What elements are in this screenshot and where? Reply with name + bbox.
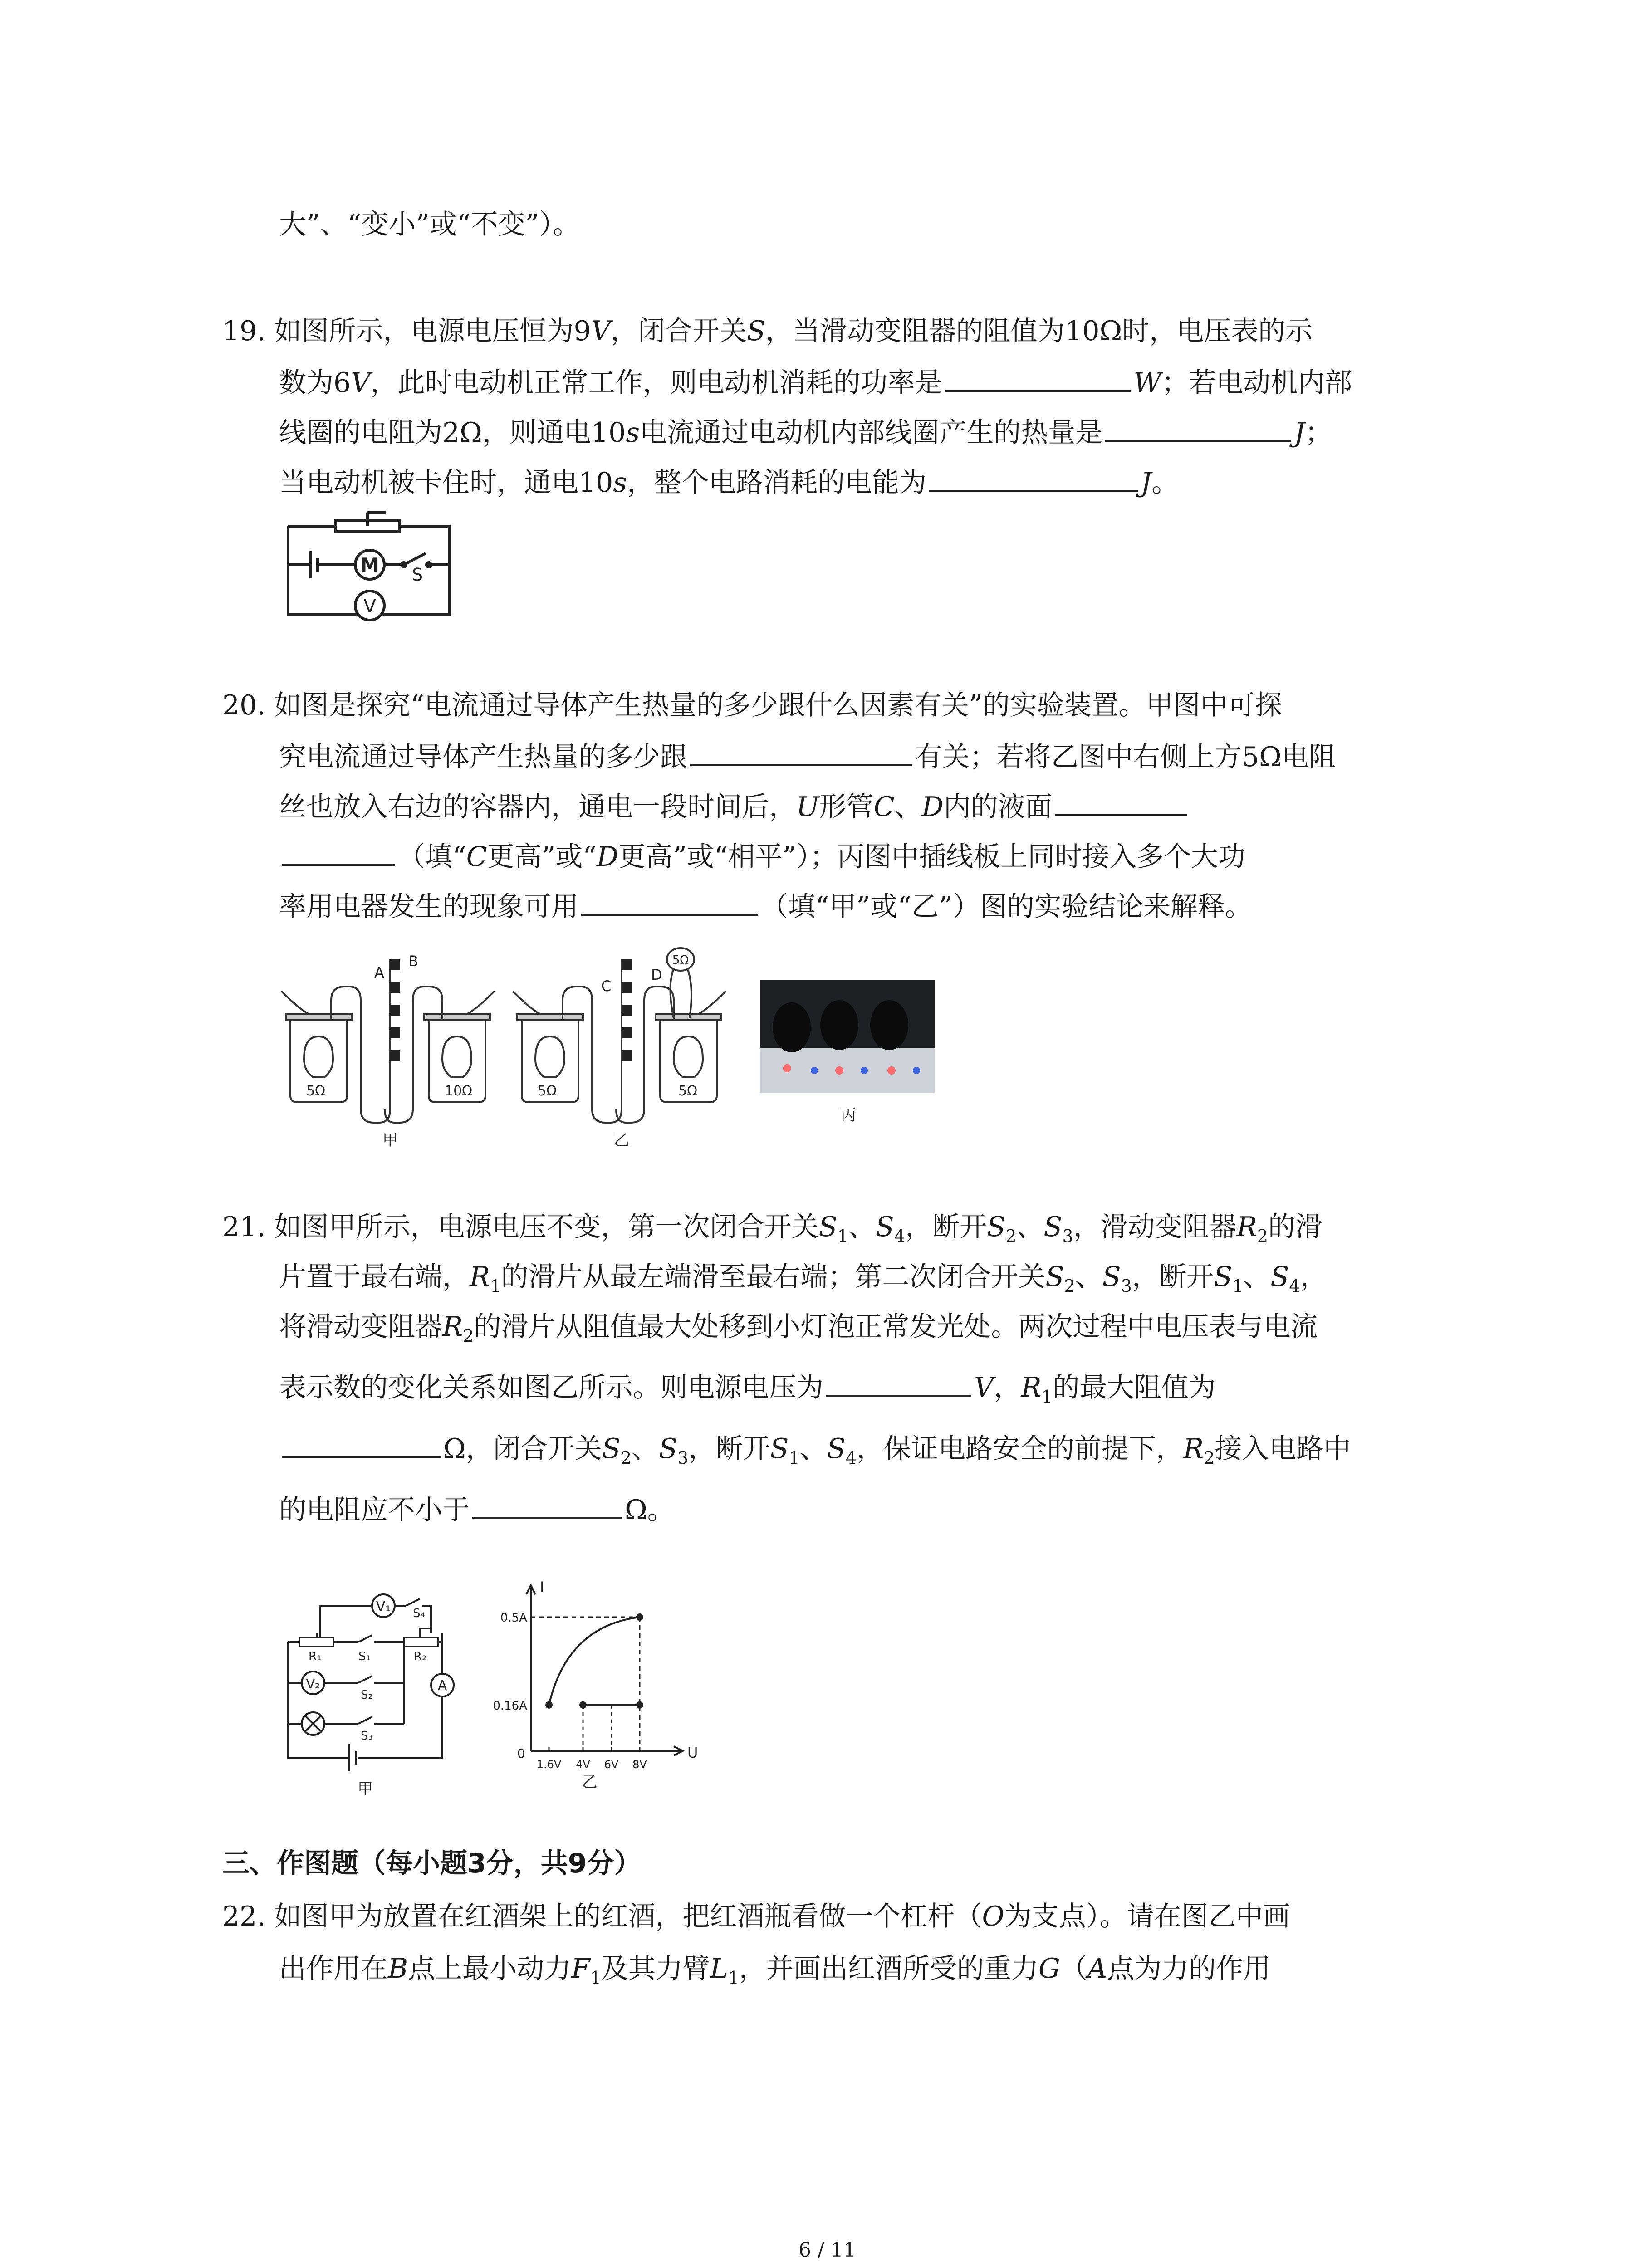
q20-line-4 (279, 837, 1245, 875)
label-s4: S₄ (413, 1607, 425, 1620)
q21-sub: 4 (845, 1448, 857, 1468)
q21-answer-blank-1[interactable] (826, 1368, 971, 1397)
tube-label-a: A (374, 964, 384, 981)
label-v2: V₂ (306, 1677, 320, 1691)
q21-var: S (1213, 1261, 1233, 1293)
q20-answer-blank-2b[interactable] (282, 837, 395, 866)
q21-var: S (818, 1211, 838, 1243)
q21-text: 、 (632, 1433, 659, 1465)
q21-sub: 1 (490, 1276, 501, 1296)
q22-text: 如图甲为放置在红酒架上的红酒，把红酒瓶看做一个杠杆（ (274, 1901, 982, 1932)
page-number: 6 / 11 (798, 2239, 856, 2262)
x-tick-label: 8V (632, 1758, 647, 1771)
q21-sub: 3 (1121, 1276, 1132, 1296)
q20-figure-jia (281, 941, 499, 1154)
q21-line-4 (279, 1368, 1216, 1415)
u-tube-a (331, 959, 390, 1123)
q22-var: O (982, 1901, 1004, 1932)
label-s1: S₁ (358, 1650, 371, 1663)
q19-text: ，闭合开关 (611, 315, 747, 347)
q21-var: R (1183, 1433, 1204, 1465)
q20-figure-bing (760, 980, 937, 1134)
q21-unit: V (974, 1372, 994, 1403)
voltmeter-label: V (363, 596, 376, 617)
switch-icon (404, 553, 426, 565)
q20-line-3 (279, 787, 1190, 825)
q21-var: R (1021, 1372, 1042, 1403)
q20-text: （填“ (398, 841, 466, 873)
q21-answer-blank-3[interactable] (472, 1490, 622, 1519)
scale-ruler (622, 959, 632, 1061)
top-line-text: 大”、“变小”或“不变”）。 (279, 209, 580, 240)
data-point (636, 1701, 643, 1709)
q21-text: 的滑片从最左端滑至最右端；第二次闭合开关 (501, 1261, 1046, 1293)
q21-line-3 (279, 1309, 1318, 1354)
resistor-label-right: 10Ω (445, 1083, 473, 1099)
q20-line-5 (279, 887, 1252, 925)
q19-text: ，整个电路消耗的电能为 (627, 467, 927, 499)
q19-text: ，此时电动机正常工作，则电动机消耗的功率是 (370, 367, 942, 399)
switch-s1-icon (358, 1635, 372, 1642)
switch-s2-icon (358, 1676, 372, 1683)
q21-sub: 2 (1204, 1448, 1215, 1468)
q21-text: 、 (848, 1211, 876, 1243)
q21-sub: 1 (837, 1226, 848, 1246)
q21-text: ， (1300, 1261, 1327, 1293)
q20-line-1 (222, 687, 1282, 723)
q21-sub: 4 (1289, 1276, 1300, 1296)
q21-line-2 (279, 1259, 1327, 1304)
q20-var: D (596, 841, 619, 873)
section-heading: 三、作图题（每小题3分，共9分） (222, 1848, 642, 1879)
q19-unit: W (1133, 367, 1162, 399)
q21-sub: 2 (1257, 1226, 1269, 1246)
q21-sub: 2 (620, 1448, 632, 1468)
q21-text: ，断开 (1132, 1261, 1214, 1293)
q21-text: 、 (1016, 1211, 1044, 1243)
q20-var: C (873, 791, 895, 823)
q21-graph-yi (481, 1574, 699, 1801)
q22-sub: 1 (590, 1968, 601, 1988)
data-point (636, 1613, 643, 1621)
q22-line-2 (279, 1950, 1270, 1996)
q22-line-1 (222, 1898, 1290, 1935)
q19-unit: J (1294, 417, 1305, 449)
switch-s4-icon (406, 1599, 420, 1606)
q20-text: 内的液面 (943, 791, 1053, 823)
q19-var: V (351, 367, 371, 399)
data-point (579, 1701, 587, 1709)
resistor-label-right: 5Ω (678, 1083, 698, 1099)
q20-var: D (921, 791, 944, 823)
x-axis-label: U (687, 1744, 698, 1761)
q22-var: F (571, 1953, 590, 1984)
q21-text: ，断开 (905, 1211, 987, 1243)
q20-text: 如图是探究“电流通过导体产生热量的多少跟什么因素有关”的实验装置。甲图中可探 (274, 689, 1282, 721)
tube-label-c: C (601, 978, 612, 995)
q19-circuit-diagram (281, 508, 463, 626)
q22-text: 出作用在 (279, 1953, 388, 1984)
q20-text: （填“甲”或“乙”）图的实验结论来解释。 (761, 891, 1252, 923)
q19-var: V (591, 315, 611, 347)
q21-line-6 (279, 1490, 675, 1528)
x-tick-label: 1.6V (536, 1758, 562, 1771)
label-s2: S₂ (361, 1688, 373, 1702)
figure-caption-jia: 甲 (358, 1780, 373, 1798)
q19-answer-blank-1[interactable] (945, 363, 1131, 392)
label-s3: S₃ (361, 1729, 373, 1743)
q21-sub: 1 (1232, 1276, 1244, 1296)
q20-answer-blank-2a[interactable] (1055, 787, 1187, 816)
x-tick-label: 6V (604, 1758, 619, 1771)
q20-text: 率用电器发生的现象可用 (279, 891, 578, 923)
q21-text: ，滑动变阻器 (1073, 1211, 1237, 1243)
q19-var: s (613, 467, 627, 499)
q21-text: 表示数的变化关系如图乙所示。则电源电压为 (279, 1372, 823, 1403)
q21-var: R (470, 1261, 490, 1293)
q19-text: 数为6 (279, 367, 351, 399)
q22-text: ，并画出红酒所受的重力 (739, 1953, 1038, 1984)
switch-s3-icon (358, 1717, 372, 1724)
resistor-label-left: 5Ω (306, 1083, 326, 1099)
label-r2: R₂ (414, 1650, 427, 1663)
q21-text: 的滑片从阻值最大处移到小灯泡正常发光处。两次过程中电压表与电流 (474, 1311, 1318, 1343)
q19-text: 当电动机被卡住时，通电10 (279, 467, 613, 499)
q21-text: 将滑动变阻器 (279, 1311, 442, 1343)
resistor-bulb-left (304, 1036, 333, 1077)
q21-var: S (827, 1433, 846, 1465)
q21-var: S (1045, 1261, 1064, 1293)
q20-var: U (796, 791, 819, 823)
resistor-label-left: 5Ω (538, 1083, 557, 1099)
q20-figure-yi (513, 941, 730, 1154)
q22-text: （ (1060, 1953, 1087, 1984)
q20-var: C (466, 841, 487, 873)
q22-var: A (1087, 1953, 1107, 1984)
q21-text: Ω。 (625, 1494, 675, 1526)
q19-unit: J (1141, 467, 1152, 499)
q21-sub: 1 (789, 1448, 800, 1468)
q21-text: 、 (1243, 1261, 1271, 1293)
origin-label: 0 (517, 1746, 525, 1761)
q21-text: 接入电路中 (1215, 1433, 1351, 1465)
q21-text: 、 (799, 1433, 827, 1465)
scale-ruler (390, 959, 400, 1061)
q21-text: 的滑 (1268, 1211, 1323, 1243)
figure-caption-jia: 甲 (382, 1131, 398, 1149)
q21-var: R (1236, 1211, 1257, 1243)
q21-var: S (770, 1433, 789, 1465)
q22-var: L (710, 1953, 728, 1984)
q21-circuit-diagram-jia (281, 1588, 472, 1805)
y-axis-label: I (540, 1579, 544, 1596)
figure-caption-yi: 乙 (614, 1131, 629, 1149)
q20-text: 形管 (819, 791, 874, 823)
y-tick-label: 0.16A (493, 1699, 527, 1713)
q21-text: ，断开 (688, 1433, 770, 1465)
q19-text: 线圈的电阻为2Ω，则通电10 (279, 417, 626, 449)
q21-line-5 (279, 1429, 1351, 1476)
q19-text: 。 (1151, 467, 1179, 499)
q19-line-1 (222, 313, 1313, 349)
q21-text: ， (994, 1372, 1021, 1403)
q22-text: 为支点）。请在图乙中画 (1004, 1901, 1290, 1932)
q21-number: 21. (222, 1211, 266, 1243)
q20-answer-blank-1[interactable] (690, 737, 912, 766)
q19-number: 19. (222, 315, 266, 347)
q21-var: S (987, 1211, 1006, 1243)
q20-text: 更高”或“相平”）；丙图中插线板上同时接入多个大功 (618, 841, 1246, 873)
q21-sub: 4 (894, 1226, 906, 1246)
rheostat-r1-icon (299, 1637, 333, 1647)
q21-sub: 2 (463, 1326, 474, 1346)
q21-sub: 2 (1064, 1276, 1075, 1296)
q19-var: S (747, 315, 766, 347)
label-ammeter: A (437, 1678, 447, 1694)
plug-icon (773, 1002, 811, 1052)
q21-var: S (659, 1433, 678, 1465)
q22-number: 22. (222, 1901, 266, 1932)
q19-line-4 (279, 463, 1179, 501)
q21-answer-blank-2[interactable] (282, 1429, 441, 1458)
q22-text: 点为力的作用 (1107, 1953, 1271, 1984)
q19-var: s (626, 417, 640, 449)
series-curve (549, 1617, 640, 1705)
tube-label-d: D (651, 966, 662, 983)
q22-var: B (388, 1953, 408, 1984)
q19-text: 如图所示，电源电压恒为9 (274, 315, 591, 347)
resistor-bulb-left (535, 1036, 564, 1077)
q21-line-1 (222, 1209, 1323, 1254)
q21-var: S (1270, 1261, 1289, 1293)
q21-var: S (1043, 1211, 1063, 1243)
resistor-bulb-right (442, 1036, 471, 1077)
tube-label-b: B (408, 953, 418, 970)
data-point (545, 1701, 553, 1709)
q19-line-3 (279, 413, 1332, 451)
plug-icon (820, 1000, 858, 1050)
q21-text: 片置于最右端， (279, 1261, 470, 1293)
q20-number: 20. (222, 689, 266, 721)
q21-sub: 3 (1062, 1226, 1073, 1246)
label-r1: R₁ (309, 1650, 322, 1663)
q19-text: ； (1305, 417, 1332, 449)
q21-text: 、 (1075, 1261, 1102, 1293)
y-tick-label: 0.5A (500, 1611, 527, 1625)
q20-text: 有关；若将乙图中右侧上方5Ω电阻 (915, 741, 1336, 773)
q19-line-2 (279, 363, 1352, 401)
q22-sub: 1 (728, 1968, 739, 1988)
figure-caption-bing: 丙 (841, 1106, 856, 1124)
q20-text: 更高”或“ (487, 841, 597, 873)
resistor-bulb-right (674, 1036, 703, 1077)
q22-text: 点上最小动力 (408, 1953, 572, 1984)
q21-sub: 3 (677, 1448, 689, 1468)
q20-text: 丝也放入右边的容器内，通电一段时间后， (279, 791, 796, 823)
motor-label: M (360, 554, 379, 576)
q21-text: 的最大阻值为 (1052, 1372, 1216, 1403)
q21-text: 的电阻应不小于 (279, 1494, 470, 1526)
q21-sub: 1 (1041, 1387, 1053, 1407)
q21-var: S (602, 1433, 621, 1465)
q19-text: ；若电动机内部 (1161, 367, 1352, 399)
q20-answer-blank-3[interactable] (581, 887, 758, 916)
q19-text: 电流通过电动机内部线圈产生的热量是 (640, 417, 1103, 449)
q21-sub: 2 (1005, 1226, 1017, 1246)
q21-text: Ω，闭合开关 (443, 1433, 602, 1465)
q19-answer-blank-2[interactable] (1105, 413, 1291, 442)
u-tube-c (563, 959, 622, 1123)
q21-var: S (1102, 1261, 1121, 1293)
rheostat-r2-icon (404, 1637, 438, 1647)
q19-answer-blank-3[interactable] (929, 463, 1138, 492)
figure-caption-yi: 乙 (582, 1773, 598, 1791)
q20-text: 究电流通过导体产生热量的多少跟 (279, 741, 687, 773)
q22-text: 及其力臂 (601, 1953, 710, 1984)
plug-icon (870, 1000, 908, 1050)
q20-line-2 (279, 737, 1336, 775)
q21-text: 如图甲所示，电源电压不变，第一次闭合开关 (274, 1211, 819, 1243)
switch-label: S (411, 565, 423, 585)
q21-text: ，保证电路安全的前提下， (856, 1433, 1183, 1465)
q22-var: G (1038, 1953, 1060, 1984)
x-tick-label: 4V (576, 1758, 590, 1771)
q21-var: S (875, 1211, 894, 1243)
label-v1: V₁ (376, 1599, 391, 1615)
q21-var: R (442, 1311, 463, 1343)
q19-text: ，当滑动变阻器的阻值为10Ω时，电压表的示 (765, 315, 1313, 347)
resistor-label-top: 5Ω (672, 953, 689, 967)
q20-text: 、 (894, 791, 922, 823)
